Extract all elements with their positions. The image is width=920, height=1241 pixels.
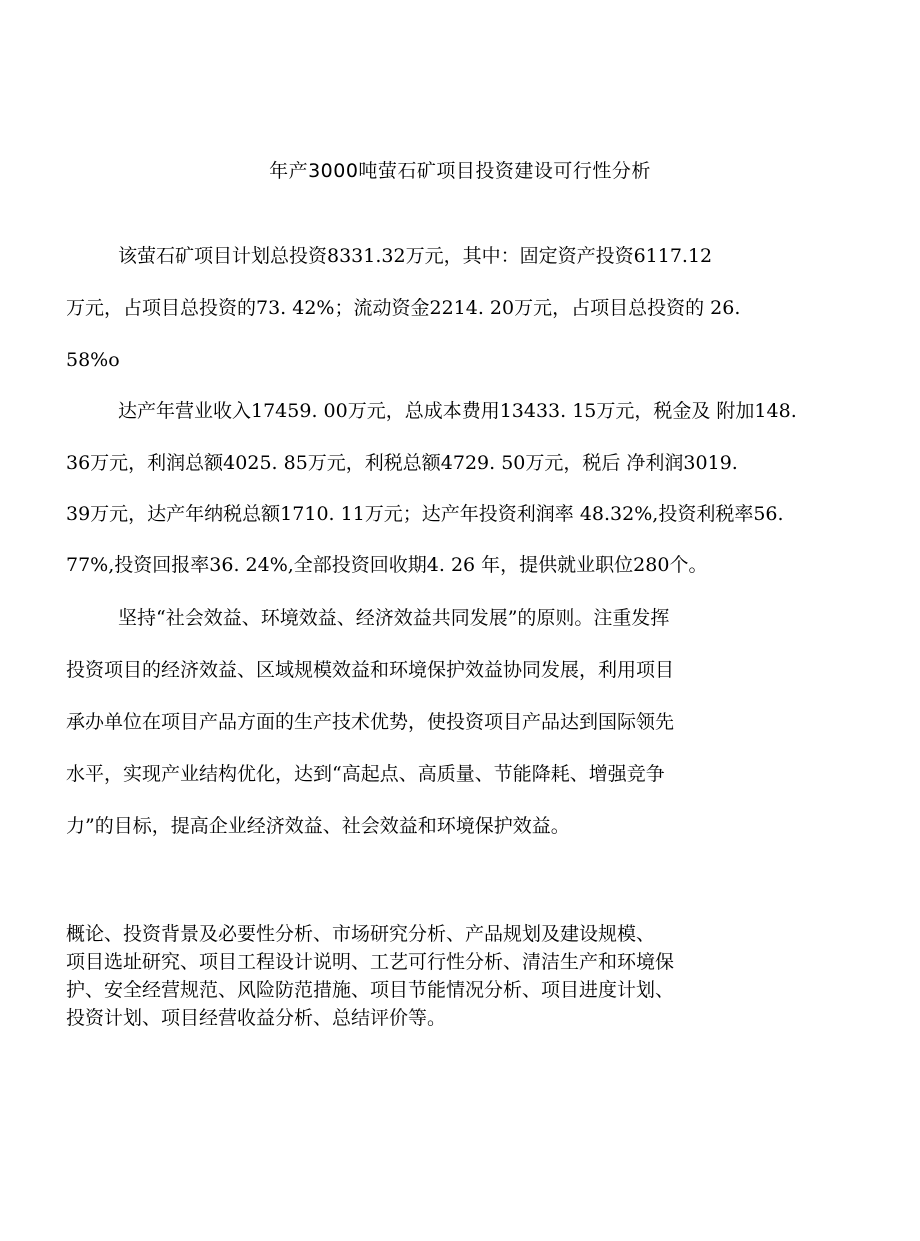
paragraph-line: 万元，占项目总投资的73. 42%；流动资金2214. 20万元，占项目总投资的 26. [66,297,741,319]
paragraph-line: 投资项目的经济效益、区域规模效益和环境保护效益协同发展，利用项目 [66,659,675,681]
document-title: 年产3000吨萤石矿项目投资建设可行性分析 [269,160,651,182]
summary-line: 护、安全经营规范、风险防范措施、项目节能情况分析、项目进度计划、 [66,979,675,1001]
paragraph-line: 达产年营业收入17459. 00万元，总成本费用13433. 15万元，税金及 附加148. [118,400,797,422]
paragraph-line: 36万元，利润总额4025. 85万元，利税总额4729. 50万元，税后 净利润3019. [66,452,738,474]
paragraph-line: 该萤石矿项目计划总投资8331.32万元，其中：固定资产投资6117.12 [118,245,713,267]
paragraph-line: 77%,投资回报率36. 24%,全部投资回收期4. 26 年，提供就业职位280个。 [66,554,708,576]
paragraph-line: 水平，实现产业结构优化，达到“高起点、高质量、节能降耗、增强竞争 [66,763,665,785]
summary-line: 概论、投资背景及必要性分析、市场研究分析、产品规划及建设规模、 [66,923,656,945]
paragraph-line: 39万元，达产年纳税总额1710. 11万元；达产年投资利润率 48.32%,投资利税率56. [66,503,784,525]
paragraph-line: 承办单位在项目产品方面的生产技术优势，使投资项目产品达到国际领先 [66,711,675,733]
paragraph-line: 58%o [66,349,120,371]
summary-line: 项目选址研究、项目工程设计说明、工艺可行性分析、清洁生产和环境保 [66,951,675,973]
paragraph-line: 坚持“社会效益、环境效益、经济效益共同发展”的原则。注重发挥 [118,607,670,629]
paragraph-line: 力”的目标，提高企业经济效益、社会效益和环境保护效益。 [66,815,570,837]
summary-line: 投资计划、项目经营收益分析、总结评价等。 [66,1007,447,1029]
